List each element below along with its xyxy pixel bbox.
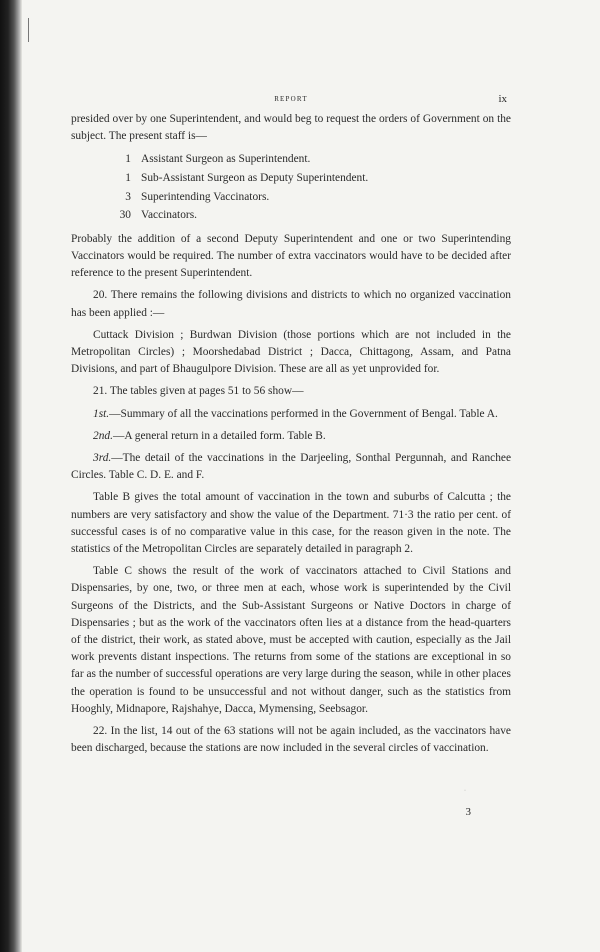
paper-speck: · <box>464 788 466 794</box>
entry-text: —A general return in a detailed form. Table B. <box>112 429 326 442</box>
paragraph-addition: Probably the addition of a second Deputy Superintendent and one or two Superintending Vaccinators would be required. The number of extra vaccinators would have to be decided after reference to the present Superintendent. <box>71 232 511 280</box>
table-cdef-entry <box>71 450 511 484</box>
staff-item <box>71 169 511 188</box>
staff-item <box>71 206 511 225</box>
staff-item <box>71 188 511 207</box>
paragraph-22: 22. In the list, 14 out of the 63 stations will not be again included, as the vaccinators have been discharged, because the stations are now included in the several circles of vaccination. <box>71 725 511 755</box>
staff-list <box>71 150 511 224</box>
paragraph-divisions: Cuttack Division ; Burdwan Division (those portions which are not included in the Metropolitan Circles) ; Moorshedabad District ; Dacca, Chittagong, Assam, and Patna Divisions, and part of Bhaugulpore Division. These are all as yet unprovided for. <box>71 328 511 376</box>
staff-role: Assistant Surgeon as Superintendent. <box>141 153 311 166</box>
paragraph-table-c: Table C shows the result of the work of vaccinators attached to Civil Stations and Dispensaries, by one, two, or three men at each, whose work is superintended by the Civil Surgeons of the Districts, and the Sub-Assistant Surgeons or Native Doctors in charge of Dispensaries ; but as the work of the vaccinators often lies at a distance from the head-quarters of the district, their work, as stated above, must be accepted with caution, especially as the Jail work prevents distant inspections. The returns from some of the stations are exceptional in so far as the number of successful operations are very large during the season, while in other places the operation is found to be unsuccessful and not without danger, such as the statistics from Hooghly, Midnapore, Rajshahye, Dacca, Mymensing, Seebsagor. <box>71 565 511 715</box>
entry-text: —The detail of the vaccinations in the Darjeeling, Sonthal Pergunnah, and Ranchee Circles. Table C. D. E. and F. <box>71 452 511 482</box>
staff-count: 1 <box>125 172 131 184</box>
running-title: REPORT <box>274 95 308 103</box>
paragraph-table-b: Table B gives the total amount of vaccination in the town and suburbs of Calcutta ; the numbers are very satisfactory and show the value of the Department. 71·3 the ratio per cent. of successful cases is of no comparative value in this case, for the reason given in the note. The statistics of the Metropolitan Circles are separately detailed in paragraph 2. <box>71 491 511 556</box>
staff-count: 30 <box>119 209 131 222</box>
staff-role: Superintending Vaccinators. <box>141 190 270 203</box>
paragraph-20: 20. There remains the following divisions and districts to which no organized vaccination has been applied :— <box>71 289 511 319</box>
report-body <box>71 111 511 762</box>
gutter-mark <box>28 18 29 42</box>
report-page <box>71 0 511 952</box>
staff-role: Vaccinators. <box>141 209 197 222</box>
folio-number: ix <box>498 93 507 105</box>
table-a-entry <box>71 406 511 423</box>
staff-count: 3 <box>125 190 131 203</box>
ordinal-label: 2nd. <box>93 429 113 442</box>
staff-count: 1 <box>125 153 131 166</box>
paragraph-continuation: presided over by one Superintendent, and would beg to request the orders of Government on the subject. The present staff is— <box>71 113 511 143</box>
staff-role: Sub-Assistant Surgeon as Deputy Superintendent. <box>141 172 369 184</box>
paragraph-21: 21. The tables given at pages 51 to 56 show— <box>93 385 304 398</box>
running-head <box>71 92 511 106</box>
entry-text: —Summary of all the vaccinations performed in the Government of Bengal. Table A. <box>109 407 498 420</box>
book-binding-edge <box>0 0 22 952</box>
table-b-entry <box>71 428 511 445</box>
page-number: 3 <box>465 806 471 818</box>
ordinal-label: 1st. <box>93 407 110 420</box>
staff-item <box>71 150 511 169</box>
ordinal-label: 3rd. <box>93 452 112 465</box>
